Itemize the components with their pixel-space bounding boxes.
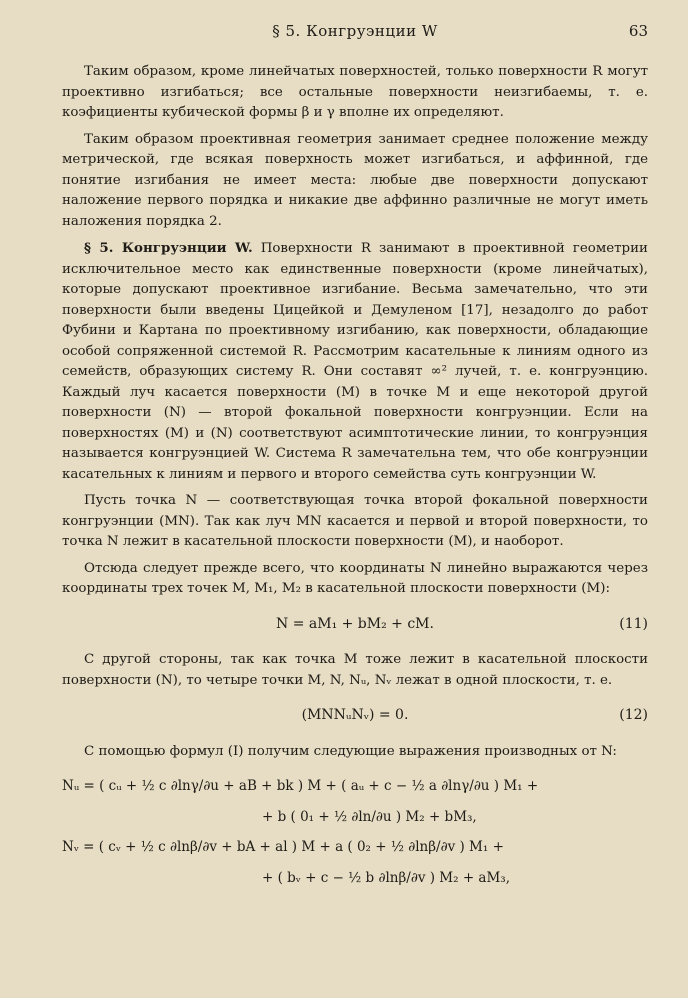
formula-nv-line-1: Nᵥ = ( cᵥ + ½ c ∂lnβ/∂v + bA + al ) M + a ( 0₂ + ½ ∂lnβ/∂v ) M₁ + [62,839,504,855]
paragraph-2: Таким образом проективная геометрия занимает среднее положение между метрической, где всякая поверхность может изгибаться, и аффинной, где понятие изгибания не имеет места: любые две поверхности допускают наложение первого порядка и никакие две аффинно различные не могут иметь наложения порядка 2. [62,131,648,229]
paragraph-4: Пусть точка N — соответствующая точка второй фокальной поверхности конгруэнции (MN). Так как луч MN касается и первой и второй поверхности, то точка N лежит в касательной плоскости поверхности (M), и наоборот. [62,493,648,549]
paragraph-7: С помощью формул (I) получим следующие выражения производных от N: [84,743,617,759]
running-head [62,18,648,48]
equation-12-expr: (MNNᵤNᵥ) = 0. [301,707,409,723]
paragraph-6: С другой стороны, так как точка M тоже лежит в касательной плоскости поверхности (N), то четыре точки M, N, Nᵤ, Nᵥ лежат в одной плоскости, т. е. [62,652,648,688]
section-paragraph [62,238,648,485]
paragraph-5: Отсюда следует прежде всего, что координаты N линейно выражаются через координаты трех точек M, M₁, M₂ в касательной плоскости поверхности (M): [62,560,648,596]
equation-11-number: (11) [619,615,648,632]
equation-12-number: (12) [619,707,648,723]
running-title: § 5. Конгруэнции W [272,22,438,40]
equation-12 [62,705,648,726]
page-number: 63 [628,22,648,40]
equation-11 [62,614,648,635]
equation-11-expr: N = aM₁ + bM₂ + cM. [276,615,434,632]
paragraph-1: Таким образом, кроме линейчатых поверхностей, только поверхности R могут проективно изгибаться; все остальные поверхности неизгибаемы, т. е. коэфициенты кубической формы β и γ вполне их определяют. [62,64,648,120]
section-heading: § 5. Конгруэнции W. [84,240,253,256]
derivative-formulas [62,776,648,888]
formula-nu-line-1: Nᵤ = ( cᵤ + ½ c ∂lnγ/∂u + aB + bk ) M + ( aᵤ + c − ½ a ∂lnγ/∂u ) M₁ + [62,778,539,794]
section-text: Поверхности R занимают в проективной геометрии исключительное место как единственные поверхности (кроме линейчатых), которые допускают проективное изгибание. Весьма замечательно, что эти поверхности были введены Цицейкой и Демуленом [17], незадолго до работ Фубини и Картана по проективному изгибанию, как поверхности, обладающие особой сопряженной системой R. Рассмотрим касательные к линиям одного из семейств, образующих систему R. Они составят ∞² лучей, т. е. конгруэнцию. Каждый луч касается поверхности (M) в точке M и еще некоторой другой поверхности (N) — второй фокальной поверхности конгруэнции. Если на поверхностях (M) и (N) соответствуют асимптотические линии, то конгруэнция называется конгруэнцией W. Система R замечательна тем, что обе конгруэнции касательных к линиям и первого и второго семейства суть конгруэнции W. [62,241,648,482]
formula-nv-line-2: + ( bᵥ + c − ½ b ∂lnβ/∂v ) M₂ + aM₃, [262,869,510,886]
formula-nu-line-2: + b ( 0₁ + ½ ∂ln/∂u ) M₂ + bM₃, [262,808,477,825]
page-body [62,62,648,888]
